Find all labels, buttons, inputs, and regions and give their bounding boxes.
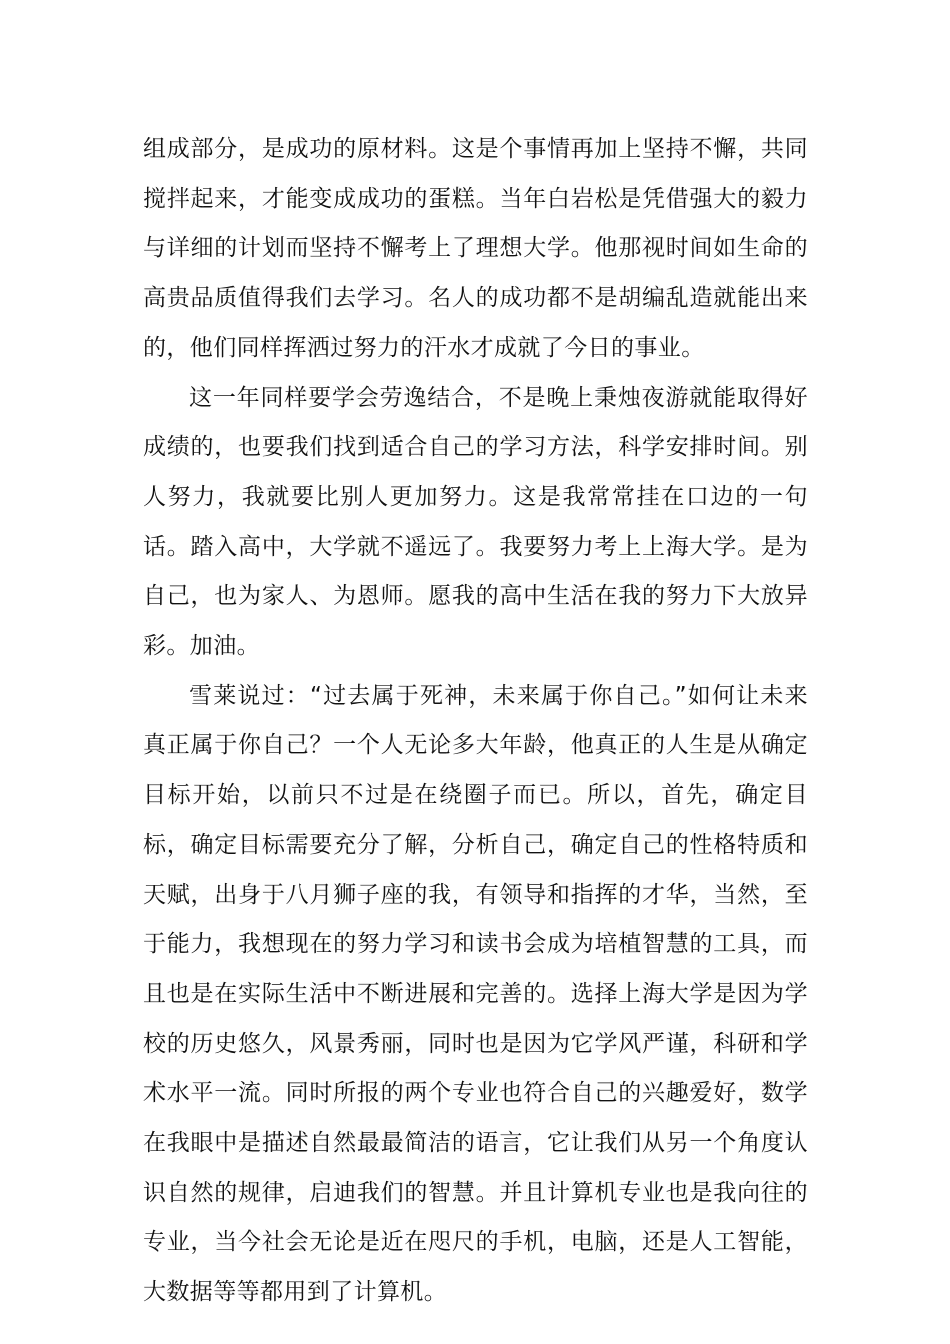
document-body bbox=[143, 125, 808, 1318]
paragraph-1: 组成部分，是成功的原材料。这是个事情再加上坚持不懈，共同搅拌起来，才能变成成功的蛋糕。当年白岩松是凭借强大的毅力与详细的计划而坚持不懈考上了理想大学。他那视时间如生命的高贵品质值得我们去学习。名人的成功都不是胡编乱造就能出来的，他们同样挥洒过努力的汗水才成就了今日的事业。 bbox=[143, 136, 808, 361]
paragraph-3: 雪莱说过：“过去属于死神，未来属于你自己。”如何让未来真正属于你自己？一个人无论多大年龄，他真正的人生是从确定目标开始，以前只不过是在绕圈子而已。所以，首先，确定目标，确定目标需要充分了解，分析自己，确定自己的性格特质和天赋，出身于八月狮子座的我，有领导和指挥的才华，当然，至于能力，我想现在的努力学习和读书会成为培植智慧的工具，而且也是在实际生活中不断进展和完善的。选择上海大学是因为学校的历史悠久，风景秀丽，同时也是因为它学风严谨，科研和学术水平一流。同时所报的两个专业也符合自己的兴趣爱好，数学在我眼中是描述自然最最简洁的语言，它让我们从另一个角度认识自然的规律，启迪我们的智慧。并且计算机专业也是我向往的专业，当今社会无论是近在咫尺的手机，电脑，还是人工智能，大数据等等都用到了计算机。 bbox=[143, 682, 808, 1306]
paragraph-2: 这一年同样要学会劳逸结合，不是晚上秉烛夜游就能取得好成绩的，也要我们找到适合自己的学习方法，科学安排时间。别人努力，我就要比别人更加努力。这是我常常挂在口边的一句话。踏入高中，大学就不遥远了。我要努力考上上海大学。是为自己，也为家人、为恩师。愿我的高中生活在我的努力下大放异彩。加油。 bbox=[143, 384, 808, 660]
